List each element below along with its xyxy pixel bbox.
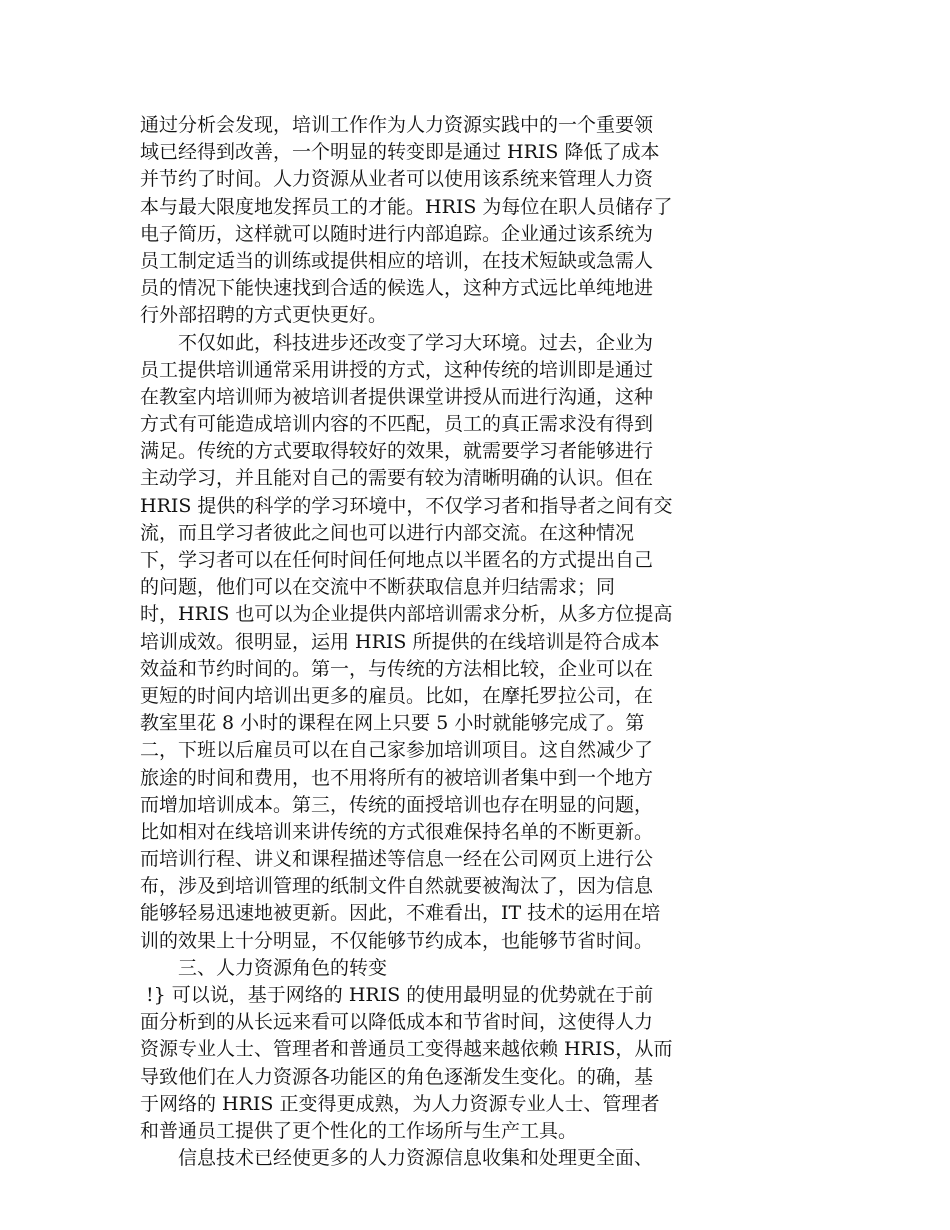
text-line: 方式有可能造成培训内容的不匹配，员工的真正需求没有得到 [140, 413, 654, 436]
text-line: 下，学习者可以在任何时间任何地点以半匿名的方式提出自己 [140, 549, 654, 571]
text-line: 在教室内培训师为被培训者提供课堂讲授从而进行沟通，这种 [140, 385, 654, 408]
text-line: 员的情况下能快速找到合适的候选人，这种方式远比单纯地进 [140, 277, 654, 300]
text-line: 教室里花 8 小时的课程在网上只要 5 小时就能够完成了。第 [140, 712, 645, 735]
text-line: HRIS 提供的科学的学习环境中，不仅学习者和指导者之间有交 [140, 494, 673, 517]
text-line: 效益和节约时间的。第一，与传统的方法相比较，企业可以在 [140, 657, 654, 680]
text-line: 导致他们在人力资源各功能区的角色逐渐发生变化。的确，基 [140, 1065, 654, 1088]
text-line: 主动学习，并且能对自己的需要有较为清晰明确的认识。但在 [140, 467, 654, 490]
text-line: 比如相对在线培训来讲传统的方式很难保持名单的不断更新。 [140, 820, 654, 843]
text-line: 培训成效。很明显，运用 HRIS 所提供的在线培训是符合成本 [140, 630, 660, 653]
text-line: 而培训行程、讲义和课程描述等信息一经在公司网页上进行公 [140, 848, 654, 871]
text-line: 员工提供培训通常采用讲授的方式，这种传统的培训即是通过 [140, 358, 654, 381]
text-line: 二，下班以后雇员可以在自己家参加培训项目。这自然减少了 [140, 739, 654, 762]
document-body [140, 112, 742, 1172]
section-heading: 三、人力资源角色的转变 [140, 956, 388, 979]
text-line: 更短的时间内培训出更多的雇员。比如，在摩托罗拉公司，在 [140, 684, 654, 707]
text-line: 电子简历，这样就可以随时进行内部追踪。企业通过该系统为 [140, 222, 654, 245]
text-line: !} 可以说，基于网络的 HRIS 的使用最明显的优势就在于前 [140, 984, 654, 1006]
text-line: 行外部招聘的方式更快更好。 [140, 304, 388, 327]
text-line: 通过分析会发现，培训工作作为人力资源实践中的一个重要领 [140, 114, 654, 136]
text-line: 流，而且学习者彼此之间也可以进行内部交流。在这种情况 [140, 521, 635, 544]
text-line: 的问题，他们可以在交流中不断获取信息并归结需求；同 [140, 576, 616, 599]
text-line: 时，HRIS 也可以为企业提供内部培训需求分析，从多方位提高 [140, 603, 673, 626]
text-line: 员工制定适当的训练或提供相应的培训，在技术短缺或急需人 [140, 249, 654, 272]
text-line: 能够轻易迅速地被更新。因此，不难看出，IT 技术的运用在培 [140, 902, 661, 925]
text-line: 面分析到的从长远来看可以降低成本和节省时间，这使得人力 [140, 1011, 654, 1034]
text-line: 和普通员工提供了更个性化的工作场所与生产工具。 [140, 1119, 578, 1142]
text-line: 于网络的 HRIS 正变得更成熟，为人力资源专业人士、管理者 [140, 1092, 660, 1115]
text-line: 训的效果上十分明显，不仅能够节约成本，也能够节省时间。 [140, 929, 654, 952]
text-line: 布，涉及到培训管理的纸制文件自然就要被淘汰了，因为信息 [140, 875, 654, 898]
text-line: 域已经得到改善，一个明显的转变即是通过 HRIS 降低了成本 [140, 141, 660, 164]
text-line: 旅途的时间和费用，也不用将所有的被培训者集中到一个地方 [140, 766, 654, 789]
text-line: 而增加培训成本。第三，传统的面授培训也存在明显的问题， [140, 793, 654, 816]
text-line: 信息技术已经使更多的人力资源信息收集和处理更全面、 [140, 1147, 654, 1170]
text-line: 资源专业人士、管理者和普通员工变得越来越依赖 HRIS，从而 [140, 1038, 673, 1061]
text-line: 满足。传统的方式要取得较好的效果，就需要学习者能够进行 [140, 440, 654, 463]
text-line: 不仅如此，科技进步还改变了学习大环境。过去，企业为 [140, 331, 654, 354]
text-line: 并节约了时间。人力资源从业者可以使用该系统来管理人力资 [140, 168, 654, 191]
text-line: 本与最大限度地发挥员工的才能。HRIS 为每位在职人员储存了 [140, 195, 673, 218]
